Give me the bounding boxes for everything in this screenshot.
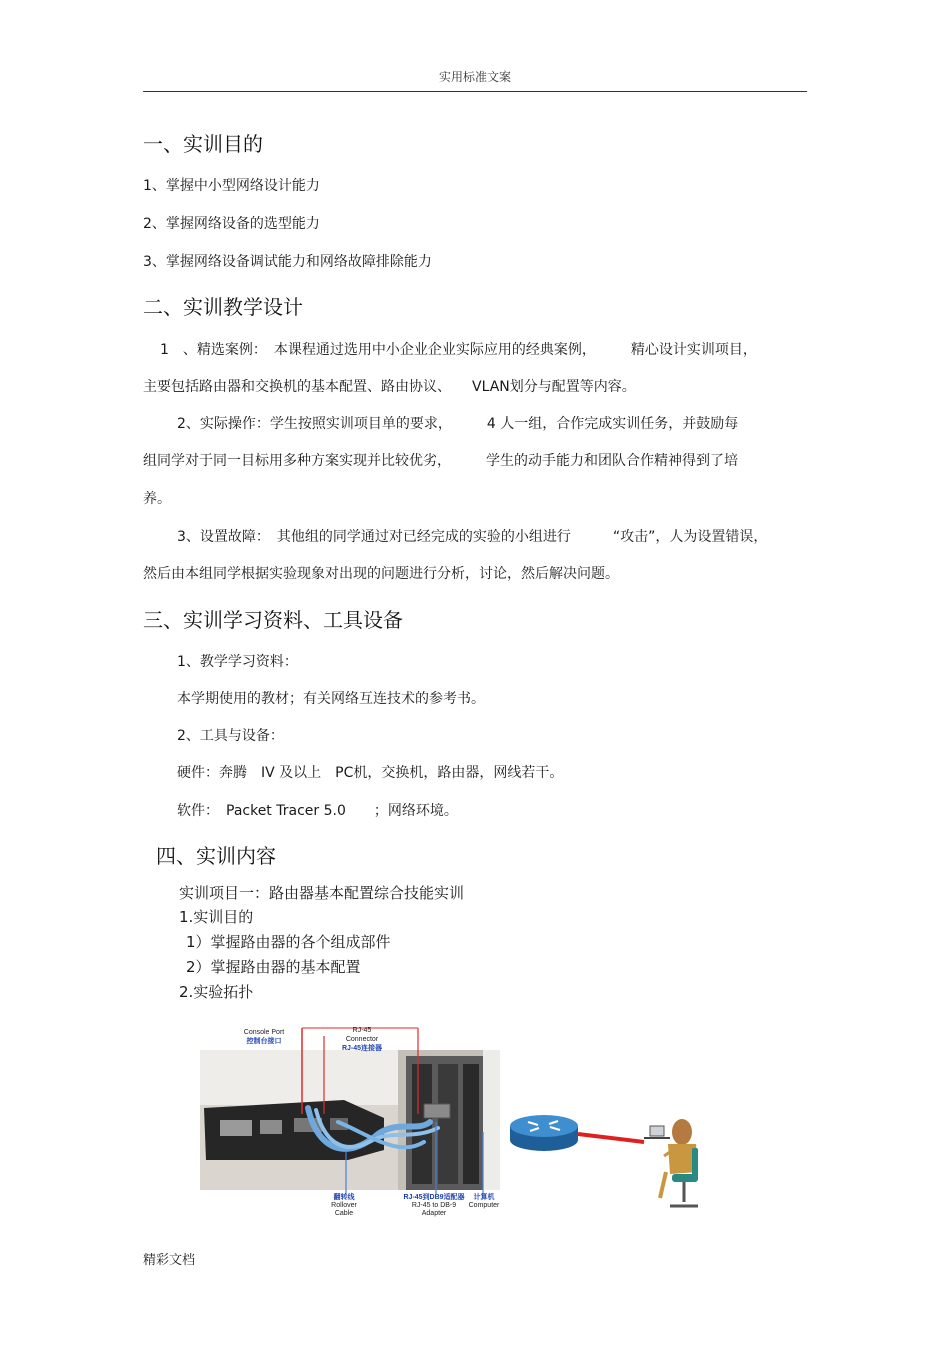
label-rollover-en-2: Cable xyxy=(334,1210,354,1217)
label-rj45-en-2: Connector xyxy=(345,1036,379,1043)
practice-line-3: 养。 xyxy=(143,491,171,507)
section-1-item-3: 3、掌握网络设备调试能力和网络故障排除能力 xyxy=(143,254,432,270)
objective-item-1: 1）掌握路由器的各个组成部件 xyxy=(186,933,391,951)
page-footer: 精彩文档 xyxy=(143,1253,196,1268)
fault-setting-line-1: 3、设置故障： 其他组的同学通过对已经完成的实验的小组进行 “攻击”，人为设置错误， xyxy=(177,529,768,545)
section-1-item-1: 1、掌握中小型网络设计能力 xyxy=(143,178,320,194)
practice-line-2: 组同学对于同一目标用多种方案实现并比较优劣， 学生的动手能力和团队合作精神得到了培 xyxy=(143,453,738,469)
materials-text: 本学期使用的教材；有关网络互连技术的参考书。 xyxy=(177,691,485,707)
section-2-heading: 二、实训教学设计 xyxy=(143,295,303,319)
label-computer-en: Computer xyxy=(468,1202,500,1209)
topology-figure xyxy=(198,1022,718,1222)
case-selection-line-1: 1 、精选案例： 本课程通过选用中小企业企业实际应用的经典案例， 精心设计实训项目， xyxy=(160,342,757,358)
label-rollover-en-1: Rollover xyxy=(331,1202,357,1209)
label-adapter-en-2: Adapter xyxy=(421,1210,447,1217)
software-text: 软件： Packet Tracer 5.0 ；网络环境。 xyxy=(177,803,458,819)
fault-setting-line-2: 然后由本组同学根据实验现象对出现的问题进行分析，讨论，然后解决问题。 xyxy=(143,566,619,582)
case-selection-line-2: 主要包括路由器和交换机的基本配置、路由协议、 VLAN划分与配置等内容。 xyxy=(143,379,636,395)
section-3-heading: 三、实训学习资料、工具设备 xyxy=(143,608,403,632)
label-console-port-cn: 控制台接口 xyxy=(246,1038,282,1045)
tools-label: 2、工具与设备： xyxy=(177,728,284,744)
label-console-port-en: Console Port xyxy=(243,1029,285,1036)
console-cable-photo xyxy=(200,1028,500,1194)
project-one-title: 实训项目一：路由器基本配置综合技能实训 xyxy=(179,884,465,902)
label-rj45-cn: RJ-45连接器 xyxy=(341,1045,383,1052)
training-objective-label: 1.实训目的 xyxy=(179,908,254,926)
hardware-text: 硬件：奔腾 IV 及以上 PC机，交换机，路由器，网线若干。 xyxy=(177,765,564,781)
section-4-heading: 四、实训内容 xyxy=(156,844,276,868)
label-adapter-cn: RJ-45到DB9适配器 xyxy=(403,1194,465,1201)
section-1-heading: 一、实训目的 xyxy=(143,132,263,156)
label-adapter-en-1: RJ-45 to DB-9 xyxy=(411,1202,457,1209)
user-at-laptop-icon xyxy=(644,1119,698,1206)
section-1-item-2: 2、掌握网络设备的选型能力 xyxy=(143,216,320,232)
router-icon xyxy=(510,1115,578,1151)
header-divider xyxy=(143,91,807,92)
practice-line-1: 2、实际操作：学生按照实训项目单的要求， 4 人一组，合作完成实训任务，并鼓励每 xyxy=(177,416,739,432)
label-computer-cn: 计算机 xyxy=(473,1194,495,1201)
page-header-title: 实用标准文案 xyxy=(438,70,511,84)
objective-item-2: 2）掌握路由器的基本配置 xyxy=(186,958,361,976)
network-cable-line xyxy=(578,1134,644,1142)
topology-label: 2.实验拓扑 xyxy=(179,983,254,1001)
materials-label: 1、教学学习资料： xyxy=(177,654,298,670)
label-rollover-cn: 翻转线 xyxy=(333,1194,355,1201)
label-rj45-en-1: RJ-45 xyxy=(352,1027,372,1034)
